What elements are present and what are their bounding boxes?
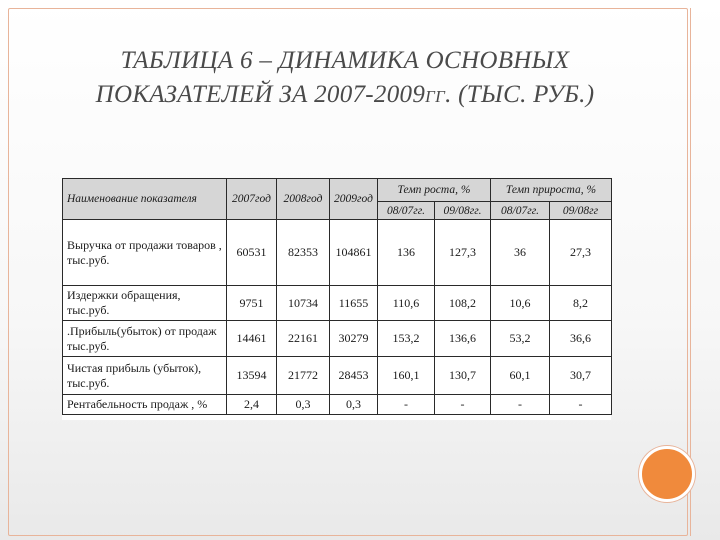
row-label: Выручка от продажи товаров , тыс.руб. — [63, 220, 227, 286]
title-line-2 — [40, 78, 650, 114]
slide-title — [40, 44, 650, 114]
cell-growth-0908: 127,3 — [435, 220, 491, 286]
cell-increase-0908: - — [550, 395, 612, 415]
indicators-table — [62, 178, 612, 415]
header-name: Наименование показателя — [63, 179, 227, 220]
cell-growth-0807: 160,1 — [378, 357, 435, 395]
row-label: Чистая прибыль (убыток), тыс.руб. — [63, 357, 227, 395]
cell-2008: 21772 — [277, 357, 330, 395]
header-growth-0908: 09/08гг. — [435, 202, 491, 220]
header-2008: 2008год — [277, 179, 330, 220]
title-line-1: ТАБЛИЦА 6 – ДИНАМИКА ОСНОВНЫХ — [120, 47, 570, 74]
cell-2007: 13594 — [227, 357, 277, 395]
cell-growth-0807: 110,6 — [378, 286, 435, 321]
table-row — [63, 286, 612, 321]
cell-increase-0908: 30,7 — [550, 357, 612, 395]
cell-increase-0807: 60,1 — [491, 357, 550, 395]
cell-2009: 0,3 — [330, 395, 378, 415]
table-row — [63, 357, 612, 395]
row-label: Рентабельность продаж , % — [63, 395, 227, 415]
header-2007: 2007год — [227, 179, 277, 220]
cell-2007: 9751 — [227, 286, 277, 321]
header-increase-0908: 09/08гг — [550, 202, 612, 220]
cell-2007: 60531 — [227, 220, 277, 286]
header-2009: 2009год — [330, 179, 378, 220]
table-row — [63, 395, 612, 415]
cell-growth-0807: - — [378, 395, 435, 415]
table-row — [63, 321, 612, 357]
header-increase-0807: 08/07гг. — [491, 202, 550, 220]
row-label: Издержки обращения, тыс.руб. — [63, 286, 227, 321]
title-line-2-end: . (ТЫС. РУБ.) — [445, 81, 595, 108]
row-label: .Прибыль(убыток) от продаж тыс.руб. — [63, 321, 227, 357]
cell-growth-0807: 136 — [378, 220, 435, 286]
cell-2009: 30279 — [330, 321, 378, 357]
header-row — [63, 179, 612, 202]
cell-growth-0908: 136,6 — [435, 321, 491, 357]
cell-2009: 104861 — [330, 220, 378, 286]
cell-2009: 28453 — [330, 357, 378, 395]
frame-line — [690, 8, 691, 536]
cell-2007: 14461 — [227, 321, 277, 357]
title-line-2-small: ГГ — [425, 87, 446, 106]
title-line-2-main: ПОКАЗАТЕЛЕЙ ЗА 2007-2009 — [95, 81, 426, 108]
cell-increase-0908: 36,6 — [550, 321, 612, 357]
cell-increase-0807: 53,2 — [491, 321, 550, 357]
header-increase-rate: Темп прироста, % — [491, 179, 612, 202]
cell-2008: 10734 — [277, 286, 330, 321]
cell-growth-0807: 153,2 — [378, 321, 435, 357]
cell-2007: 2,4 — [227, 395, 277, 415]
cell-increase-0908: 27,3 — [550, 220, 612, 286]
cell-growth-0908: - — [435, 395, 491, 415]
cell-2008: 22161 — [277, 321, 330, 357]
cell-increase-0807: - — [491, 395, 550, 415]
cell-growth-0908: 108,2 — [435, 286, 491, 321]
cell-2009: 11655 — [330, 286, 378, 321]
header-growth-0807: 08/07гг. — [378, 202, 435, 220]
header-growth-rate: Темп роста, % — [378, 179, 491, 202]
table-image — [62, 178, 611, 420]
cell-increase-0908: 8,2 — [550, 286, 612, 321]
cell-increase-0807: 10,6 — [491, 286, 550, 321]
orange-circle-decoration — [639, 446, 695, 502]
cell-increase-0807: 36 — [491, 220, 550, 286]
cell-2008: 0,3 — [277, 395, 330, 415]
cell-2008: 82353 — [277, 220, 330, 286]
cell-growth-0908: 130,7 — [435, 357, 491, 395]
table-row — [63, 220, 612, 286]
